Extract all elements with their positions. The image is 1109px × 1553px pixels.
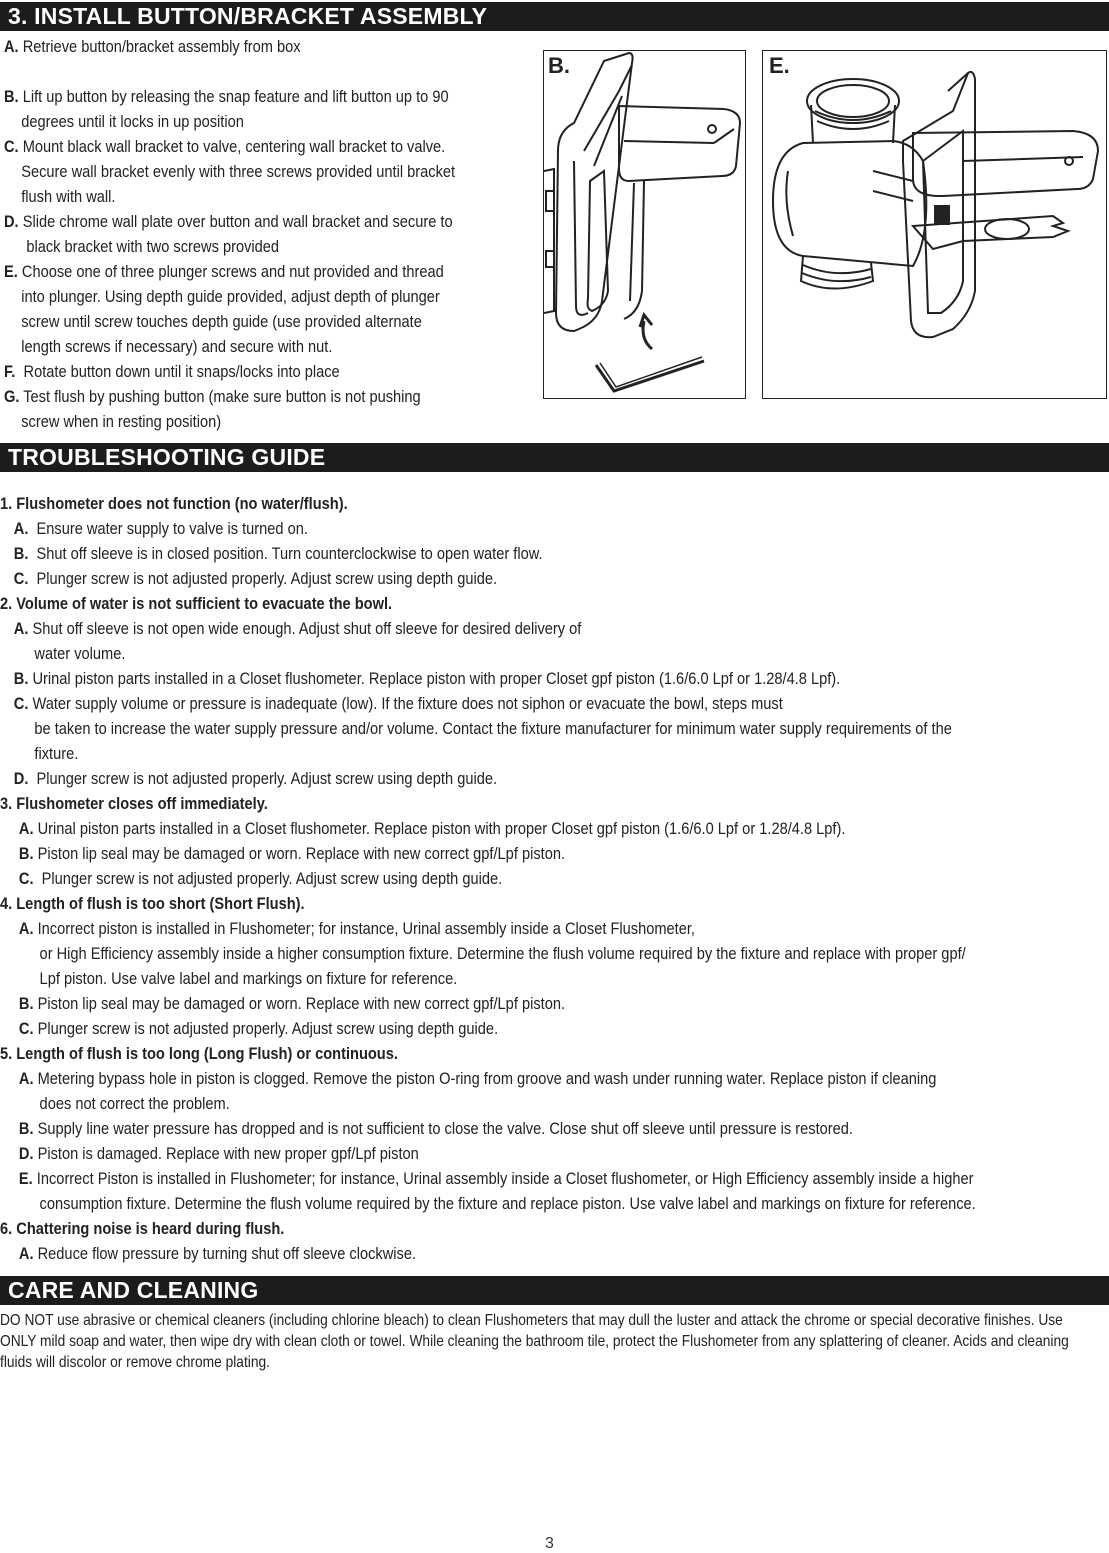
- item-text: Reduce flow pressure by turning shut off sleeve clockwise.: [37, 1244, 417, 1263]
- item-label: C.: [13, 694, 29, 713]
- step-text: Mount black wall bracket to valve, centering wall bracket to valve.: [22, 137, 446, 156]
- item-label: E.: [18, 1169, 33, 1188]
- item-text: Piston lip seal may be damaged or worn. Replace with new correct gpf/Lpf piston.: [37, 994, 566, 1013]
- item-label: A.: [18, 919, 34, 938]
- install-step-d: [4, 209, 455, 259]
- item-text: Supply line water pressure has dropped and is not sufficient to close the valve. Close shut off sleeve until pressure is restored.: [37, 1119, 853, 1138]
- problem-title: 1. Flushometer does not function (no water/flush).: [0, 494, 348, 513]
- step-text: Rotate button down until it snaps/locks into place: [23, 362, 340, 381]
- item-label: D.: [13, 769, 29, 788]
- item-label: B.: [18, 994, 34, 1013]
- item-text: Shut off sleeve is not open wide enough. Adjust shut off sleeve for desired delivery of: [32, 619, 582, 638]
- step-label: D.: [4, 212, 19, 231]
- step-text: Choose one of three plunger screws and nut provided and thread: [21, 262, 444, 281]
- step-label: F.: [4, 362, 16, 381]
- item-text: Ensure water supply to valve is turned on.: [36, 519, 308, 538]
- item-label: B.: [18, 844, 34, 863]
- step-text: degrees until it locks in up position: [21, 112, 244, 131]
- item-label: D.: [18, 1144, 34, 1163]
- valve-depth-guide-illustration: [763, 51, 1105, 397]
- item-text: Plunger screw is not adjusted properly. Adjust screw using depth guide.: [36, 569, 498, 588]
- item-text: Incorrect Piston is installed in Flushometer; for instance, Urinal assembly inside a Closet flushometer, or High Efficiency assembly inside a higher: [36, 1169, 974, 1188]
- item-label: B.: [13, 544, 29, 563]
- step-text: into plunger. Using depth guide provided, adjust depth of plunger: [21, 287, 440, 306]
- item-text: Incorrect piston is installed in Flushometer; for instance, Urinal assembly inside a Closet Flushometer,: [37, 919, 695, 938]
- button-lift-illustration: [544, 51, 744, 397]
- step-text: Lift up button by releasing the snap feature and lift button up to 90: [22, 87, 449, 106]
- page-number: 3: [545, 1535, 554, 1552]
- figure-e-box: [762, 50, 1107, 399]
- install-step-e: [4, 259, 455, 359]
- step-label: G.: [4, 387, 20, 406]
- care-heading: CARE AND CLEANING: [0, 1276, 1109, 1305]
- step-label: A.: [4, 37, 19, 56]
- item-text: does not correct the problem.: [39, 1094, 230, 1113]
- problem-5: [0, 1041, 976, 1216]
- item-text: fixture.: [34, 744, 79, 763]
- item-label: C.: [18, 1019, 34, 1038]
- item-text: Urinal piston parts installed in a Closet flushometer. Replace piston with proper Closet gpf piston (1.6/6.0 Lpf or 1.28/4.8 Lpf).: [37, 819, 846, 838]
- item-label: A.: [13, 519, 29, 538]
- item-label: C.: [13, 569, 29, 588]
- problem-1: [0, 491, 976, 591]
- install-steps: [4, 34, 455, 434]
- item-label: C.: [18, 869, 34, 888]
- care-text: DO NOT use abrasive or chemical cleaners (including chlorine bleach) to clean Flushometers that may dull the luster and attack the chrome or special decorative finishes. Use ONLY mild soap and water, then wipe dry with clean cloth or towel. While cleaning the bathroom tile, protect the Flushometer from any splattering of cleaner. Acids and cleaning fluids will discolor or remove chrome plating.: [0, 1312, 1069, 1371]
- install-step-g: [4, 384, 455, 434]
- problem-title: 5. Length of flush is too long (Long Flush) or continuous.: [0, 1044, 398, 1063]
- item-label: A.: [18, 819, 34, 838]
- item-text: Water supply volume or pressure is inadequate (low). If the fixture does not siphon or evacuate the bowl, steps must: [32, 694, 783, 713]
- step-text: Slide chrome wall plate over button and wall bracket and secure to: [22, 212, 453, 231]
- step-label: B.: [4, 87, 19, 106]
- problem-title: 3. Flushometer closes off immediately.: [0, 794, 268, 813]
- item-text: Plunger screw is not adjusted properly. Adjust screw using depth guide.: [36, 769, 498, 788]
- problem-title: 4. Length of flush is too short (Short Flush).: [0, 894, 305, 913]
- step-text: Secure wall bracket evenly with three screws provided until bracket: [21, 162, 456, 181]
- item-text: or High Efficiency assembly inside a higher consumption fixture. Determine the flush volume required by the fixture and replace with proper gpf/: [39, 944, 966, 963]
- item-text: Shut off sleeve is in closed position. Turn counterclockwise to open water flow.: [36, 544, 543, 563]
- figure-e-label: E.: [769, 53, 790, 78]
- step-text: screw when in resting position): [21, 412, 222, 431]
- problem-title: 2. Volume of water is not sufficient to evacuate the bowl.: [0, 594, 393, 613]
- step-text: black bracket with two screws provided: [26, 237, 280, 256]
- problem-6: [0, 1216, 976, 1266]
- problem-4: [0, 891, 976, 1041]
- step-text: length screws if necessary) and secure with nut.: [21, 337, 333, 356]
- figure-b-label: B.: [548, 53, 570, 78]
- step-text: Test flush by pushing button (make sure button is not pushing: [23, 387, 421, 406]
- item-text: Metering bypass hole in piston is clogged. Remove the piston O-ring from groove and wash under running water. Replace piston if cleaning: [37, 1069, 937, 1088]
- troubleshooting-list: [0, 491, 976, 1266]
- figure-b-box: [543, 50, 746, 399]
- step-label: E.: [4, 262, 18, 281]
- problem-2: [0, 591, 976, 791]
- install-step-f: [4, 359, 455, 384]
- item-label: A.: [18, 1069, 34, 1088]
- item-text: be taken to increase the water supply pressure and/or volume. Contact the fixture manufacturer for minimum water supply requirements of the: [34, 719, 952, 738]
- install-step-a: [4, 34, 455, 59]
- item-text: Lpf piston. Use valve label and markings on fixture for reference.: [39, 969, 458, 988]
- step-text: flush with wall.: [21, 187, 116, 206]
- item-text: Plunger screw is not adjusted properly. Adjust screw using depth guide.: [41, 869, 503, 888]
- item-label: A.: [13, 619, 29, 638]
- item-label: B.: [18, 1119, 34, 1138]
- troubleshooting-heading: TROUBLESHOOTING GUIDE: [0, 443, 1109, 472]
- problem-title: 6. Chattering noise is heard during flush.: [0, 1219, 285, 1238]
- item-text: Piston lip seal may be damaged or worn. Replace with new correct gpf/Lpf piston.: [37, 844, 566, 863]
- item-label: A.: [18, 1244, 34, 1263]
- item-text: Plunger screw is not adjusted properly. Adjust screw using depth guide.: [37, 1019, 499, 1038]
- install-step-c: [4, 134, 455, 209]
- step-label: C.: [4, 137, 19, 156]
- install-step-b: [4, 84, 455, 134]
- item-label: B.: [13, 669, 29, 688]
- step-text: Retrieve button/bracket assembly from box: [22, 37, 301, 56]
- item-text: water volume.: [34, 644, 126, 663]
- item-text: Piston is damaged. Replace with new proper gpf/Lpf piston: [37, 1144, 419, 1163]
- step-text: screw until screw touches depth guide (use provided alternate: [21, 312, 422, 331]
- install-section-heading: 3. INSTALL BUTTON/BRACKET ASSEMBLY: [0, 2, 1109, 31]
- item-text: Urinal piston parts installed in a Closet flushometer. Replace piston with proper Closet gpf piston (1.6/6.0 Lpf or 1.28/4.8 Lpf).: [32, 669, 841, 688]
- problem-3: [0, 791, 976, 891]
- item-text: consumption fixture. Determine the flush volume required by the fixture and replace piston. Use valve label and markings on fixture for reference.: [39, 1194, 976, 1213]
